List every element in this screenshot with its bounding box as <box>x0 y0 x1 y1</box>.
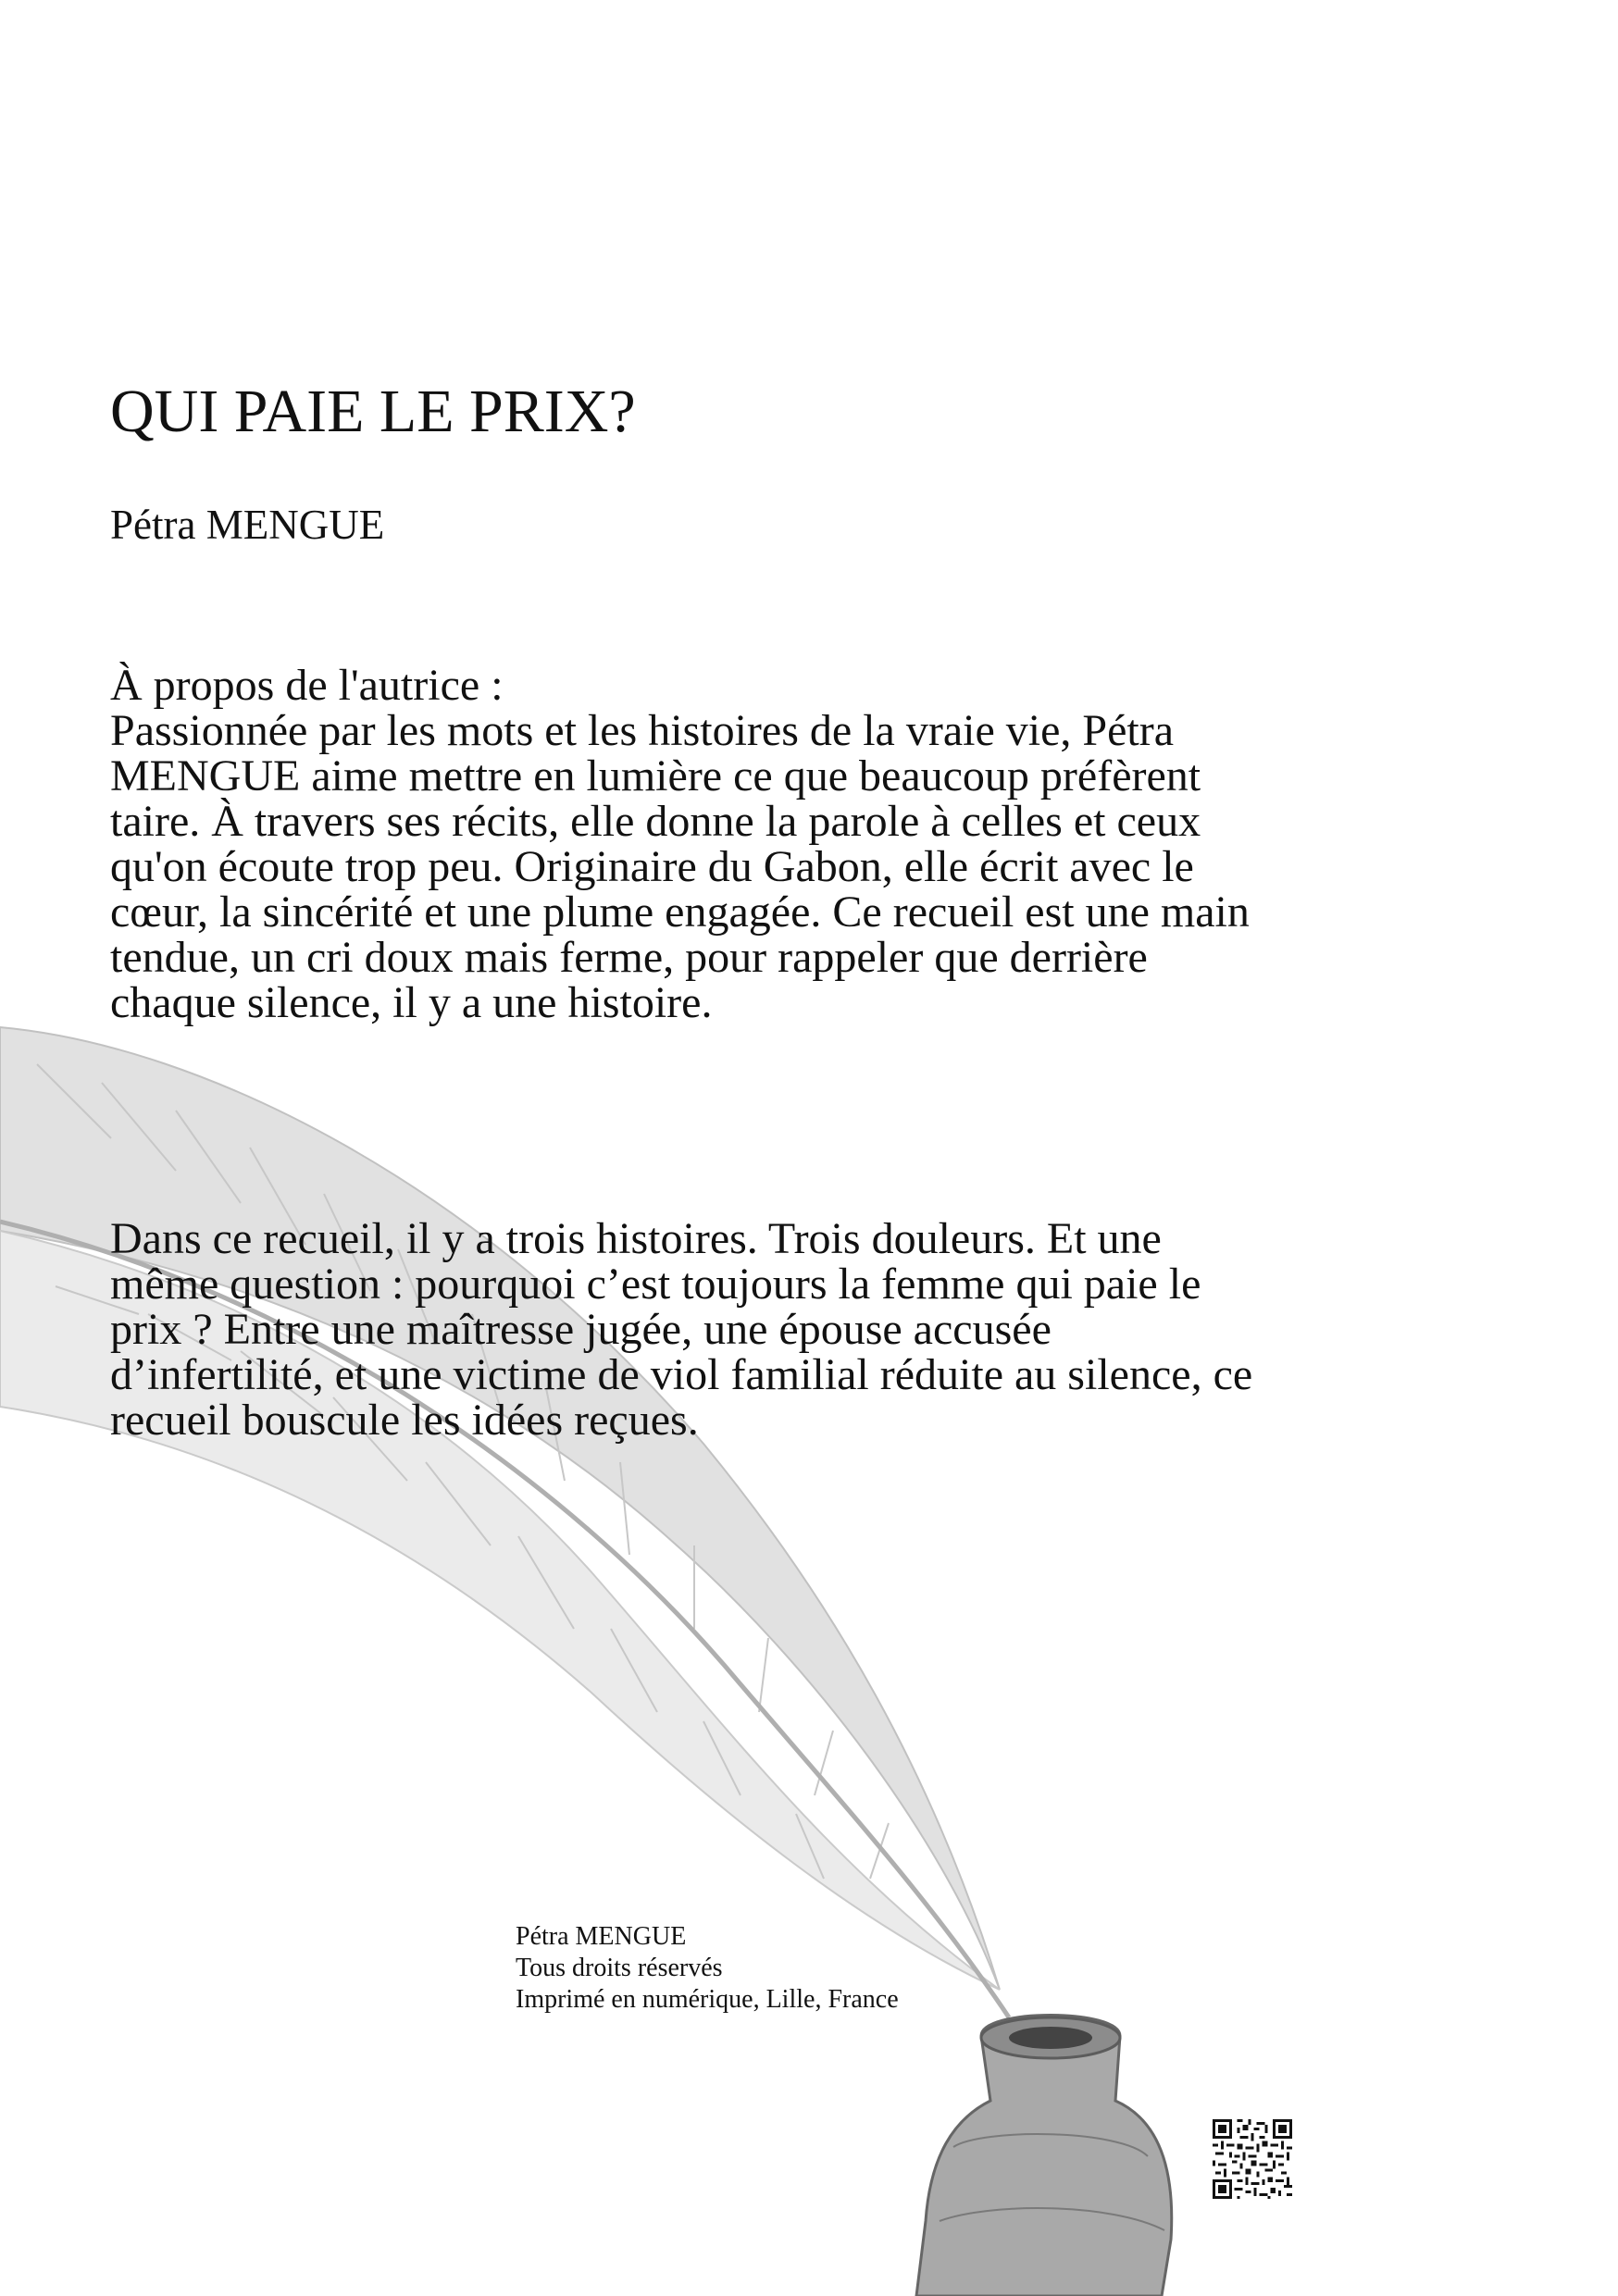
colophon-printing: Imprimé en numérique, Lille, France <box>516 1985 899 2014</box>
colophon <box>516 1921 899 2016</box>
author-name: Pétra MENGUE <box>110 502 385 548</box>
inkwell-icon <box>916 2016 1172 2296</box>
summary-text: Dans ce recueil, il y a trois histoires. Trois douleurs. Et une même question : pourquoi c’est toujours la femme qui paie le prix ? Entre une maîtresse jugée, une épouse accusée d’infertilité, et une victime de viol familial réduite au silence, ce recueil bouscule les idées reçues. <box>110 1214 1253 1445</box>
quill-icon <box>0 1027 1009 2017</box>
about-text: Passionnée par les mots et les histoires de la vraie vie, Pétra MENGUE aime mettre en lumière ce que beaucoup préfèrent taire. À travers ses récits, elle donne la parole à celles et ceux qu'on écoute trop peu. Originaire du Gabon, elle écrit avec le cœur, la sincérité et une plume engagée. Ce recueil est une main tendue, un cri doux mais ferme, pour rappeler que derrière chaque silence, il y a une histoire. <box>110 706 1250 1027</box>
colophon-author: Pétra MENGUE <box>516 1922 687 1951</box>
about-author-section <box>110 663 1258 1025</box>
qr-code-icon[interactable] <box>1213 2119 1292 2199</box>
book-title: QUI PAIE LE PRIX? <box>110 378 636 445</box>
about-heading: À propos de l'autrice : <box>110 661 504 710</box>
book-summary-section <box>110 1216 1267 1443</box>
colophon-rights: Tous droits réservés <box>516 1954 723 1982</box>
